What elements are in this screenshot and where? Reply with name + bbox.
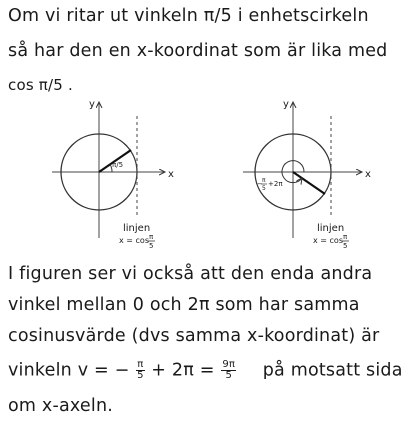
intro-line-3: cos π/5 .	[8, 76, 73, 94]
right-angle-label-den: 5	[262, 185, 266, 192]
right-line-eq-num: π	[343, 233, 348, 241]
equation-start: vinkeln v = −	[8, 360, 130, 381]
intro-line-2: så har den en x-koordinat som är lika med	[8, 41, 388, 61]
right-line-eq-den: 5	[343, 242, 348, 250]
right-angle-label-prefix: −	[257, 180, 263, 188]
fraction-numerator: 9π	[222, 359, 236, 370]
left-line-label: linjen	[123, 223, 151, 234]
right-angle-label-num: π	[262, 177, 266, 184]
right-radius	[293, 172, 325, 194]
right-x-label: x	[365, 169, 371, 180]
equation-middle: + 2π =	[151, 360, 215, 381]
left-line-eq-num: π	[149, 233, 154, 241]
right-y-label: y	[283, 99, 289, 110]
right-unit-circle-diagram	[243, 99, 371, 250]
fraction-denominator: 5	[137, 370, 144, 381]
right-line-label: linjen	[317, 223, 345, 234]
body-line-4	[8, 360, 403, 381]
right-angle-label-suffix: +2π	[268, 180, 283, 188]
fraction-denominator: 5	[225, 370, 233, 381]
intro-line-1: Om vi ritar ut vinkeln π/5 i enhetscirkeln	[8, 6, 369, 26]
left-y-label: y	[89, 99, 95, 110]
body-line-3: cosinusvärde (dvs samma x-koordinat) är	[8, 326, 380, 346]
left-angle-label: π/5	[112, 161, 124, 169]
unit-circle-diagrams	[0, 88, 420, 258]
left-x-label: x	[168, 169, 174, 180]
equation-end: på motsatt sida	[262, 360, 403, 381]
fraction-pi-over-5	[136, 360, 144, 381]
fraction-9pi-over-5	[221, 360, 236, 381]
body-line-5: om x-axeln.	[8, 396, 114, 416]
left-line-eq-den: 5	[149, 242, 154, 250]
right-line-eq-prefix: x = cos	[313, 236, 343, 245]
body-line-1: I figuren ser vi också att den enda andra	[8, 264, 373, 284]
fraction-numerator: π	[137, 359, 144, 370]
left-unit-circle-diagram	[52, 99, 174, 250]
left-line-eq-prefix: x = cos	[119, 236, 149, 245]
body-line-2: vinkel mellan 0 och 2π som har samma	[8, 295, 360, 315]
